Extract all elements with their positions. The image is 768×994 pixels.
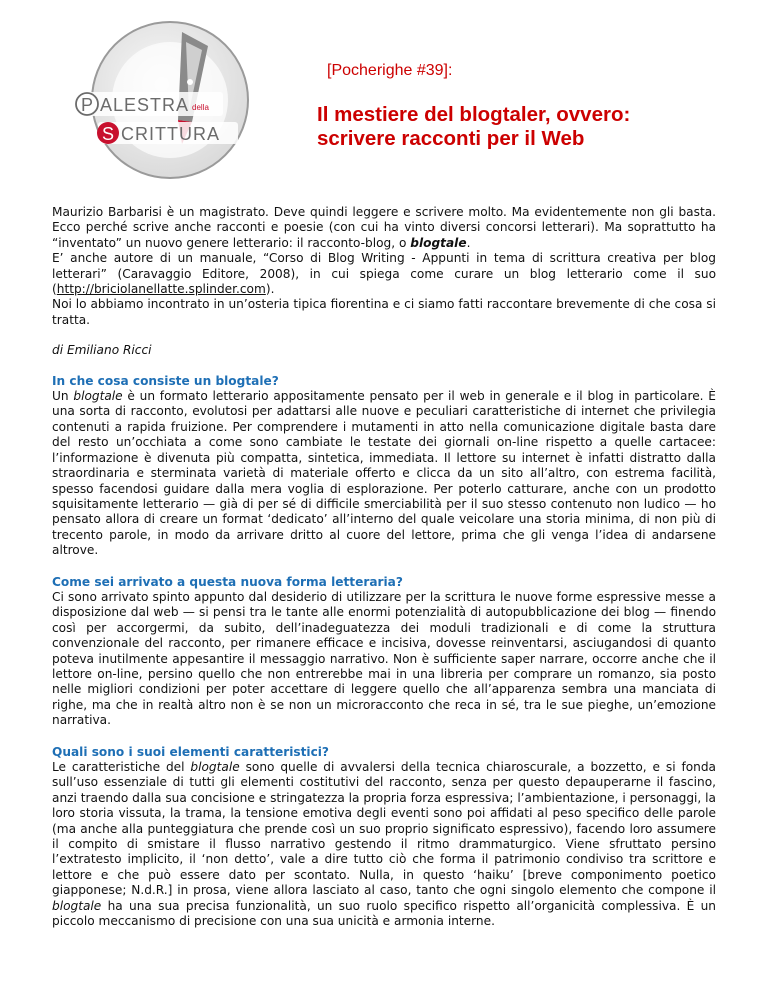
question-3: Quali sono i suoi elementi caratteristici? xyxy=(52,744,329,759)
byline: di Emiliano Ricci xyxy=(52,343,152,358)
logo-initial-s: S xyxy=(102,124,115,144)
article-body xyxy=(52,205,716,929)
answer-3: Le caratteristiche del blogtale sono quelle di avvalersi della tecnica chiaroscurale, a bozzetto, e si fonda sull’uso essenziale di tutti gli elementi costitutivi del racconto, senza per questo depauperarne il fascino, anzi traendo dalla sua concisione e stringatezza la propria forza espressiva; l’ambientazione, i personaggi, la loro storia vissuta, la trama, la tensione emotiva degli eventi sono poi affidati al peso specifico delle parole (ma anche alla punteggiatura che prende così un suo proprio significato espressivo), facendo loro assumere il compito di smistare il flusso narrativo gestendo il ritmo drammaturgico. Viene sfruttato persino l’extratesto implicito, il ‘non detto’, vale a dire tutto ciò che forma il patrimonio condiviso tra scrittore e lettore e che può essere dato per scontato. Nulla, in questo ‘haiku’ [breve componimento poetico giapponese; N.d.R.] in prosa, viene allora lasciato al caso, tanto che ogni singolo elemento che compone il blogtale ha una sua precisa funzionalità, un suo ruolo specifico rispetto all’organicità complessiva. È un piccolo meccanismo di precisione con una sua unicità e armonia interne. xyxy=(52,760,716,929)
question-1: In che cosa consiste un blogtale? xyxy=(52,373,279,388)
intro-paragraph-2: E’ anche autore di un manuale, “Corso di Blog Writing - Appunti in tema di scrittura creativa per blog letterari” (Caravaggio Editore, 2008), in cui spiega come curare un blog letterario come il suo (http://briciolanellatte.splinder.com). xyxy=(52,251,716,297)
answer-1: Un blogtale è un formato letterario appositamente pensato per il web in generale e il blog in particolare. È una sorta di racconto, evolutosi per adattarsi alle nuove e peculiari caratteristiche di internet che privilegia contenuti a rapida fruizione. Per comprendere i mutamenti in atto nella comunicazione digitale basta dare del resto un’occhiata a come sono cambiate le testate dei giornali on-line rispetto a quelle cartacee: l’informazione è divenuta più compatta, sintetica, immediata. Il lettore su internet è infatti distratto dalla straordinaria e sterminata varietà di materiale offerto e clicca da un sito all’altro, con estrema facilità, spesso facendosi guidare dalla mera voglia di esplorazione. Per poterlo catturare, anche con un prodotto squisitamente letterario — già di per sé di difficile smerciabilità per il suo stesso contenuto non ludico — ho pensato allora di creare un format ‘dedicato’ all’interno del quale veicolare una storia minima, di non più di trecento parole, in modo da arrivare dritto al cuore del lettore, prima che gli venga l’idea di andarsene altrove. xyxy=(52,389,716,558)
logo-scrittura: CRITTURA xyxy=(121,124,220,144)
page-title xyxy=(317,103,630,151)
intro-paragraph-3: Noi lo abbiamo incontrato in un’osteria tipica fiorentina e ci siamo fatti raccontare brevemente di che cosa si tratta. xyxy=(52,297,716,327)
question-2: Come sei arrivato a questa nuova forma letteraria? xyxy=(52,574,403,589)
logo-della: della xyxy=(192,103,209,112)
palestra-della-scrittura-logo xyxy=(70,12,255,187)
title-line-2: scrivere racconti per il Web xyxy=(317,127,585,150)
answer-2: Ci sono arrivato spinto appunto dal desiderio di utilizzare per la scrittura le nuove forme espressive messe a disposizione dal web — si pensi tra le tante alle enormi potenzialità di autopubblicazione dei blog — finendo così per accorgermi, da subito, dell’inadeguatezza dei moduli tradizionali e di come la struttura convenzionale del racconto, per rimanere efficace e incisiva, dovesse reinventarsi, asciugandosi di quanto poteva inutilmente appesantire il messaggio narrativo. Non è sufficiente saper narrare, occorre anche che il lettore on-line, persino quello che non entrerebbe mai in una libreria per comprare un romanzo, sia posto nelle migliori condizioni per poter accettare di leggere quello che all’apparenza sembra una manciata di righe, ma che in realtà altro non è se non un microracconto che reca in sé, tra le sue pieghe, un’emozione narrativa. xyxy=(52,589,716,728)
blog-link[interactable]: http://briciolanellatte.splinder.com xyxy=(56,282,266,297)
logo-palestra: ALESTRA xyxy=(100,95,190,115)
title-line-1: Il mestiere del blogtaler, ovvero: xyxy=(317,103,631,126)
series-label: [Pocherighe #39]: xyxy=(327,62,453,79)
logo-initial-p: P xyxy=(81,95,94,115)
intro-paragraph-1: Maurizio Barbarisi è un magistrato. Deve quindi leggere e scrivere molto. Ma evidentemente non gli basta. Ecco perché scrive anche racconti e poesie (con cui ha vinto diversi concorsi letterari). Ma soprattutto ha “inventato” un nuovo genere letterario: il racconto-blog, o blogtale. xyxy=(52,205,716,250)
